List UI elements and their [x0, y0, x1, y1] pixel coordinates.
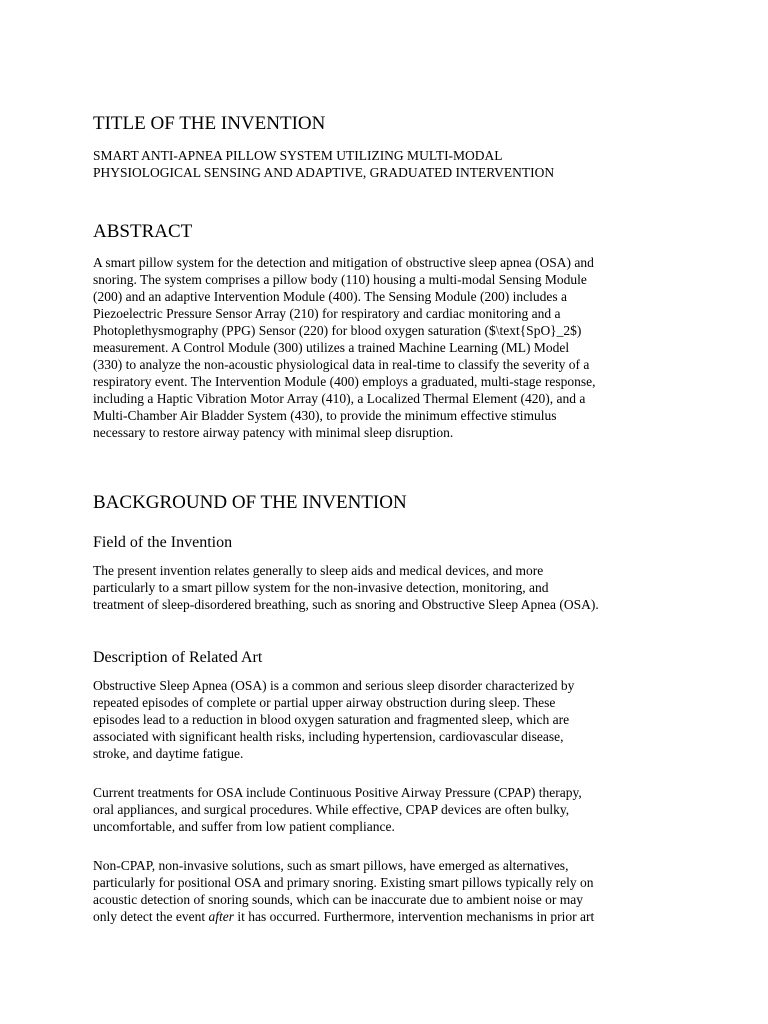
abstract-line: (330) to analyze the non-acoustic physiological data in real-time to classify the severity of a [93, 357, 590, 372]
abstract-line: snoring. The system comprises a pillow body (110) housing a multi-modal Sensing Module [93, 272, 587, 287]
abstract-line: A smart pillow system for the detection and mitigation of obstructive sleep apnea (OSA) and [93, 255, 594, 270]
field-line: particularly to a smart pillow system for the non-invasive detection, monitoring, and [93, 580, 549, 595]
abstract-line: Photoplethysmography (PPG) Sensor (220) for blood oxygen saturation ($\text{SpO}_2$) [93, 323, 582, 338]
related-art-line: stroke, and daytime fatigue. [93, 746, 244, 761]
related-art-line: associated with significant health risks, including hypertension, cardiovascular disease, [93, 729, 564, 744]
title-text-line: SMART ANTI-APNEA PILLOW SYSTEM UTILIZING MULTI-MODAL [93, 148, 503, 163]
abstract-heading: ABSTRACT [93, 221, 193, 242]
background-heading: BACKGROUND OF THE INVENTION [93, 492, 407, 513]
related-art-paragraph-3 [93, 857, 683, 925]
related-art-line: repeated episodes of complete or partial upper airway obstruction during sleep. These [93, 695, 556, 710]
field-heading: Field of the Invention [93, 534, 233, 551]
title-text-line: PHYSIOLOGICAL SENSING AND ADAPTIVE, GRADUATED INTERVENTION [93, 165, 555, 180]
line-text-before: only detect the event [93, 909, 209, 924]
abstract-line: respiratory event. The Intervention Module (400) employs a graduated, multi-stage response, [93, 374, 596, 389]
emphasis-after: after [208, 909, 234, 924]
related-art-line: particularly for positional OSA and primary snoring. Existing smart pillows typically rely on [93, 875, 594, 890]
title-heading: TITLE OF THE INVENTION [93, 113, 326, 134]
abstract-text [93, 254, 683, 441]
related-art-line: acoustic detection of snoring sounds, which can be inaccurate due to ambient noise or may [93, 892, 583, 907]
title-text [93, 147, 683, 181]
abstract-line: (200) and an adaptive Intervention Module (400). The Sensing Module (200) includes a [93, 289, 568, 304]
abstract-line: measurement. A Control Module (300) utilizes a trained Machine Learning (ML) Model [93, 340, 570, 355]
field-text [93, 562, 683, 613]
related-art-line: oral appliances, and surgical procedures. While effective, CPAP devices are often bulky, [93, 802, 570, 817]
abstract-line: Multi-Chamber Air Bladder System (430), to provide the minimum effective stimulus [93, 408, 557, 423]
related-art-paragraph-2 [93, 784, 683, 835]
related-art-line: episodes lead to a reduction in blood oxygen saturation and fragmented sleep, which are [93, 712, 570, 727]
abstract-line: necessary to restore airway patency with minimal sleep disruption. [93, 425, 454, 440]
related-art-line: Current treatments for OSA include Continuous Positive Airway Pressure (CPAP) therapy, [93, 785, 582, 800]
field-line: treatment of sleep-disordered breathing, such as snoring and Obstructive Sleep Apnea (OSA). [93, 597, 599, 612]
related-art-line: Non-CPAP, non-invasive solutions, such as smart pillows, have emerged as alternatives, [93, 858, 569, 873]
related-art-line-emphasis [93, 908, 683, 925]
related-art-line: uncomfortable, and suffer from low patient compliance. [93, 819, 395, 834]
related-art-line: Obstructive Sleep Apnea (OSA) is a common and serious sleep disorder characterized by [93, 678, 575, 693]
line-text-after: it has occurred. Furthermore, intervention mechanisms in prior art [233, 909, 595, 924]
related-art-heading: Description of Related Art [93, 649, 263, 666]
related-art-paragraph-1 [93, 677, 683, 762]
abstract-line: including a Haptic Vibration Motor Array (410), a Localized Thermal Element (420), and a [93, 391, 586, 406]
field-line: The present invention relates generally to sleep aids and medical devices, and more [93, 563, 544, 578]
abstract-line: Piezoelectric Pressure Sensor Array (210) for respiratory and cardiac monitoring and a [93, 306, 561, 321]
